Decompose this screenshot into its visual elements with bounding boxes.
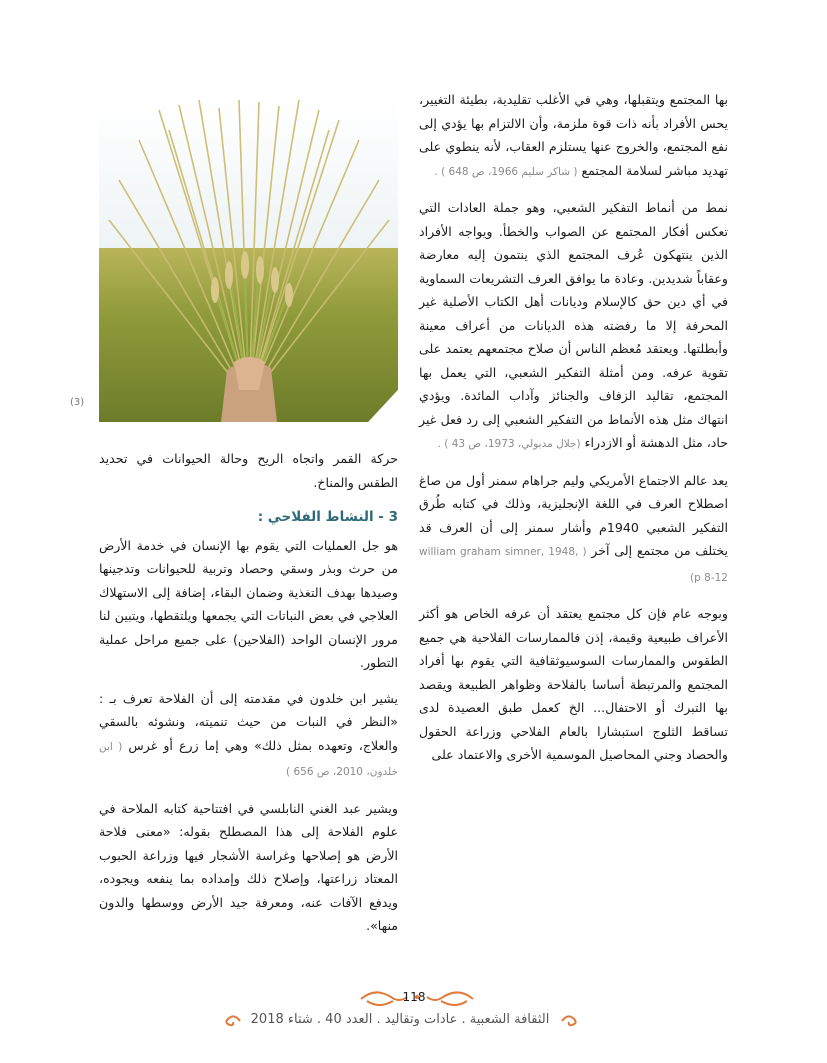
paragraph [419, 196, 728, 457]
paragraph [99, 447, 398, 494]
section-heading: 3 - النشاط الفلاحي : [257, 509, 398, 525]
paragraph [99, 797, 398, 938]
figure-number: (3) [70, 397, 85, 408]
wheat-illustration [99, 100, 398, 422]
paragraph-text: يعد عالم الاجتماع الأمريكي وليم جراهام سمنر أول من صاغ اصطلاح العرف في اللغة الإنجليزية، وذلك في كتابه طُرق التفكير الشعبي 1940م وأشار سمنر إلى أن العرف قد يختلف من مجتمع إلى آخر [419, 472, 728, 558]
page-number: 118 [402, 990, 426, 1004]
paragraph [419, 602, 728, 767]
footer-flourish-icon [222, 1013, 242, 1029]
paragraph-text: هو جل العمليات التي يقوم بها الإنسان في خدمة الأرض من حرث وبذر وسقي وحصاد وتربية للحيوانات وتدجينها وصيدها بهدف التغذية وضمان البقاء، إضافة إلى الاستهلاك العلاجي في بعض النباتات التي يجمعها ويلتقطها، ويتبين لنا مرور الإنسان الواحد (الفلاحين) على جميع مراحل عملية التطور. [99, 537, 398, 670]
paragraph-text: نمط من أنماط التفكير الشعبي، وهو جملة العادات التي تعكس أفكار المجتمع عن الصواب والخطأ. ويواجه الأفراد الذين ينتهكون عُرف المجتمع الذي ينتمون إليه معارضة وعقاباً شديدين. وعادة ما يوافق العرف التشريعات السماوية في أي دين حق كالإسلام وديانات أهل الكتاب الأصلية غير المحرفة إلا ما رفضته هذه الديانات من أعراف معينة وأبطلتها. ويعتقد مُعظم الناس أن صلاح مجتمعهم يعتمد على تقوية عرفه. ومن أمثلة التفكير الشعبي، التي يعمل بها المجتمع، تقاليد الزفاف والجنائز وآداب المائدة. ويؤدي انتهاك مثل هذه الأنماط من التفكير الشعبي إلى رد فعل غير حاد، مثل الدهشة أو الازدراء [419, 200, 728, 450]
paragraph [419, 469, 728, 591]
citation: ( شاكر سليم 1966، ص 648 ) . [434, 165, 578, 178]
citation: (جلال مدبولي، 1973، ص 43 ) . [437, 438, 581, 450]
paragraph-text: ويشير عبد الغني النابلسي في افتتاحية كتابه الملاحة في علوم الفلاحة إلى هذا المصطلح بقوله: «معنى فلاحة الأرض هو إصلاحها وغراسة الأشجار فيها وزراعة الحبوب المعتاد زراعتها، وإصلاح ذلك وإمداده بما ينفعه ويجوده، ويدفع الآفات عنه، ومعرفة جيد الأرض ووسطها والدون منها». [99, 800, 398, 933]
paragraph-text: حركة القمر واتجاه الريح وحالة الحيوانات في تحديد الطقس والمناخ. [99, 451, 398, 490]
paragraph-text: يشير ابن خلدون في مقدمته إلى أن الفلاحة تعرف بـ : «النظر في النبات من حيث تنميته، ونشوئه بالسقي والعلاج، وتعهده بمثل ذلك» وهي إما زرع أو غرس [99, 690, 398, 753]
citation: ( ابن خلدون، 2010، ص 656 ) [99, 740, 398, 778]
paragraph [419, 88, 728, 184]
wheat-photo [99, 100, 398, 422]
paragraph-text: وبوجه عام فإن كل مجتمع يعتقد أن عرفه الخاص هو أكثر الأعراف طبيعية وقيمة، إذن فالممارسات الفلاحية هي جميع الطقوس والممارسات السوسيوثقافية التي يقوم بها أفراد المجتمع والمرتبطة أساسا بالفلاحة وظواهر الطبيعة ويقصد بها التبرك أو الاحتفال... الخ كعمل طبق العصيدة لدى تساقط الثلوج استبشارا بالعام الفلاحي وزراعة الحقول والحصاد وجني المحاصيل الموسمية الأخرى والاعتماد على [419, 606, 728, 762]
footer-publication-info: الثقافة الشعبية . عادات وتقاليد . العدد 40 . شتاء 2018 [250, 1012, 550, 1027]
paragraph [99, 687, 398, 785]
paragraph [99, 534, 398, 675]
left-column [99, 447, 398, 950]
right-column [419, 88, 728, 779]
citation: ( william graham simner, 1948, p 8-12) [419, 546, 728, 584]
paragraph-text: بها المجتمع ويتقبلها، وهي في الأغلب تقليدية، بطيئة التغيير، يحس الأفراد بأنه ذات قوة ملزمة، وأن الالتزام بها يؤدي إلى نفع المجتمع، والخروج عنها يستلزم العقاب، لأنه ينطوي على تهديد مباشر لسلامة المجتمع [419, 92, 728, 178]
